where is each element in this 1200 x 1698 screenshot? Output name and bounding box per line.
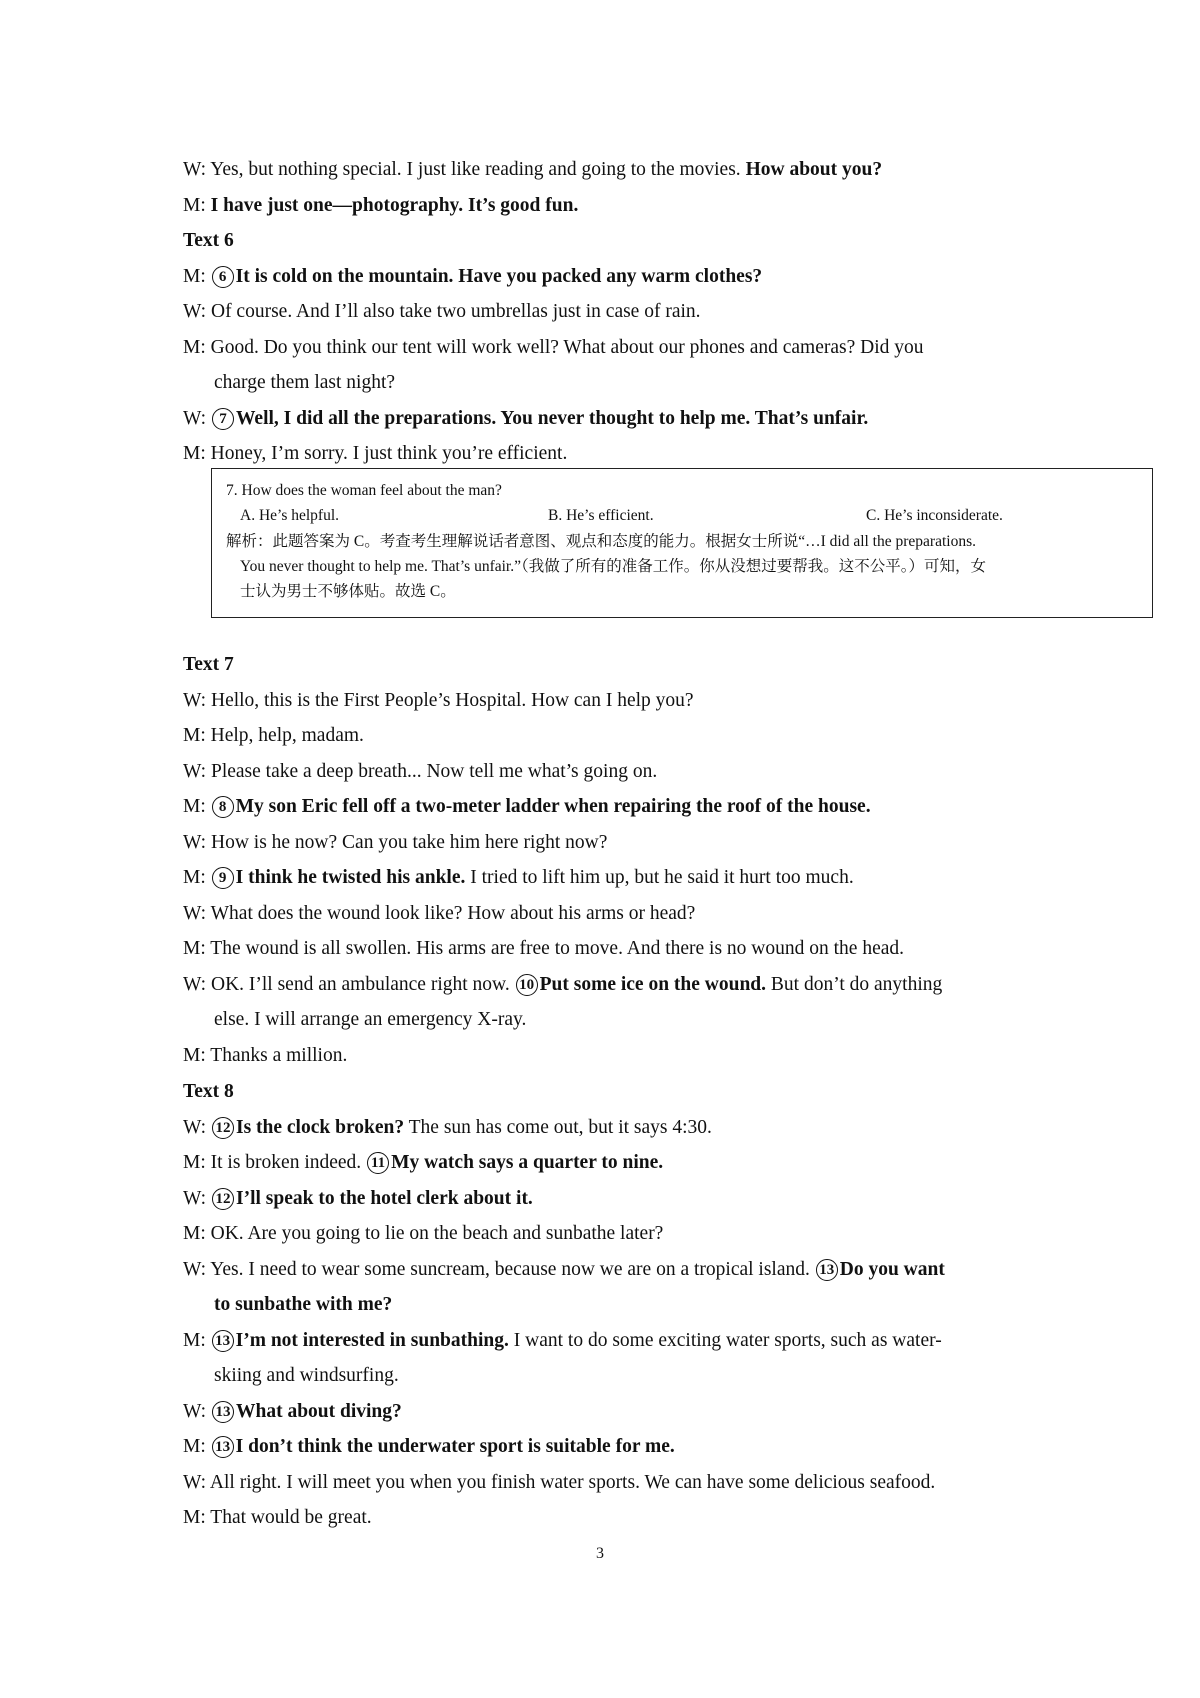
dialogue-line xyxy=(183,259,1043,295)
dialogue-line xyxy=(183,683,1043,719)
dialogue-line xyxy=(183,1038,1043,1074)
speaker-label: M: xyxy=(183,867,206,888)
text6-lines xyxy=(183,259,1043,472)
dialogue-line xyxy=(183,330,1043,366)
analysis-line-1: 解析：此题答案为 C。考查考生理解说话者意图、观点和态度的能力。根据女士所说“…I did all the preparations. xyxy=(226,533,976,550)
key-sentence: Do you want xyxy=(839,1258,945,1280)
dialogue-line xyxy=(183,1429,1043,1465)
dialogue-line xyxy=(183,1110,1043,1146)
key-sentence: My son Eric fell off a two-meter ladder when repairing the roof of the house. xyxy=(235,796,871,817)
key-sentence: Well, I did all the preparations. You never thought to help me. That’s unfair. xyxy=(235,407,869,429)
key-sentence: Is the clock broken? xyxy=(235,1116,405,1138)
speaker-label: M: xyxy=(183,1329,206,1351)
key-sentence: to sunbathe with me? xyxy=(214,1294,393,1315)
speaker-label: W: xyxy=(183,1471,207,1493)
speaker-label: W: xyxy=(183,407,207,429)
question-number-marker: 13 xyxy=(212,1401,234,1423)
dialogue-text: OK. Are you going to lie on the beach and sunbathe later? xyxy=(210,1223,664,1244)
dialogue-text: I want to do some exciting water sports, such as water- xyxy=(508,1329,942,1351)
dialogue-text: Hello, this is the First People’s Hospital. How can I help you? xyxy=(210,689,694,711)
dialogue-line xyxy=(183,1252,1043,1288)
dialogue-text: skiing and windsurfing. xyxy=(214,1365,399,1386)
dialogue-line xyxy=(183,718,1043,754)
speaker-label: M: xyxy=(183,1436,206,1457)
section-heading-text7: Text 7 xyxy=(183,654,234,675)
answer-options xyxy=(226,503,1138,529)
dialogue-line xyxy=(183,1216,1043,1252)
dialogue-block-text6 xyxy=(183,223,1043,472)
question-number-marker: 13 xyxy=(816,1259,838,1281)
question-number-marker: 12 xyxy=(212,1117,234,1139)
speaker-label: M: xyxy=(183,938,206,959)
speaker-label: M: xyxy=(183,336,206,358)
dialogue-text: What does the wound look like? How about his arms or head? xyxy=(210,902,696,924)
key-sentence: How about you? xyxy=(745,159,883,180)
speaker-label: W: xyxy=(183,973,207,995)
dialogue-line xyxy=(183,967,1043,1003)
question-number-marker: 6 xyxy=(212,266,234,288)
dialogue-text: The wound is all swollen. His arms are free to move. And there is no wound on the head. xyxy=(210,938,905,959)
dialogue-text: else. I will arrange an emergency X-ray. xyxy=(214,1009,527,1030)
dialogue-line xyxy=(183,294,1043,330)
speaker-label: W: xyxy=(183,159,207,180)
section-heading-text6: Text 6 xyxy=(183,230,234,251)
question-number-marker: 10 xyxy=(516,974,538,996)
question-number-marker: 13 xyxy=(212,1436,234,1458)
dialogue-text: charge them last night? xyxy=(214,372,396,393)
speaker-label: M: xyxy=(183,1044,206,1066)
speaker-label: W: xyxy=(183,831,207,853)
dialogue-block-text8 xyxy=(183,1074,1043,1536)
speaker-label: M: xyxy=(183,194,206,216)
key-sentence: What about diving? xyxy=(235,1400,402,1422)
key-sentence: I’ll speak to the hotel clerk about it. xyxy=(235,1187,533,1209)
question-text: 7. How does the woman feel about the man? xyxy=(226,482,502,499)
speaker-label: W: xyxy=(183,1400,207,1422)
question-number-marker: 8 xyxy=(212,796,234,818)
dialogue-line xyxy=(183,1394,1043,1430)
key-sentence: It is cold on the mountain. Have you packed any warm clothes? xyxy=(235,265,763,287)
speaker-label: W: xyxy=(183,1258,207,1280)
dialogue-line xyxy=(183,1358,1043,1394)
dialogue-line xyxy=(183,825,1043,861)
dialogue-text: That would be great. xyxy=(210,1507,372,1528)
dialogue-line xyxy=(183,896,1043,932)
dialogue-text: Please take a deep breath... Now tell me what’s going on. xyxy=(210,760,658,782)
speaker-label: M: xyxy=(183,265,206,287)
speaker-label: W: xyxy=(183,301,207,322)
dialogue-line xyxy=(183,436,1043,472)
dialogue-text: Good. Do you think our tent will work well? What about our phones and cameras? Did you xyxy=(210,336,924,358)
dialogue-line xyxy=(183,401,1043,437)
text8-lines xyxy=(183,1110,1043,1536)
dialogue-line xyxy=(183,1181,1043,1217)
dialogue-line xyxy=(183,1002,1043,1038)
dialogue-text: Yes, but nothing special. I just like reading and going to the movies. xyxy=(210,159,746,180)
speaker-label: M: xyxy=(183,725,206,746)
dialogue-text: Honey, I’m sorry. I just think you’re efficient. xyxy=(210,443,568,464)
dialogue-line xyxy=(183,1500,1043,1536)
speaker-label: M: xyxy=(183,1152,206,1173)
section-heading-text8: Text 8 xyxy=(183,1081,234,1102)
dialogue-line xyxy=(183,931,1043,967)
speaker-label: W: xyxy=(183,1116,207,1138)
dialogue-text: It is broken indeed. xyxy=(210,1152,367,1173)
speaker-label: W: xyxy=(183,1187,207,1209)
dialogue-line xyxy=(183,1287,1043,1323)
dialogue-line xyxy=(183,860,1043,896)
option-c: C. He’s inconsiderate. xyxy=(866,507,1003,524)
key-sentence: I think he twisted his ankle. xyxy=(235,867,466,888)
analysis-line-3: 士认为男士不够体贴。故选 C。 xyxy=(240,583,456,600)
dialogue-text: Of course. And I’ll also take two umbrellas just in case of rain. xyxy=(210,301,701,322)
key-sentence: I don’t think the underwater sport is suitable for me. xyxy=(235,1436,675,1457)
dialogue-line xyxy=(183,152,1043,188)
speaker-label: W: xyxy=(183,902,207,924)
speaker-label: M: xyxy=(183,1507,206,1528)
speaker-label: M: xyxy=(183,443,206,464)
text7-lines xyxy=(183,683,1043,1074)
dialogue-text: I tried to lift him up, but he said it hurt too much. xyxy=(465,867,854,888)
question-number-marker: 13 xyxy=(212,1330,234,1352)
dialogue-block-text7 xyxy=(183,647,1043,1073)
question-analysis-box xyxy=(211,468,1153,618)
dialogue-text: All right. I will meet you when you finish water sports. We can have some delicious seafood. xyxy=(209,1471,936,1493)
key-sentence: My watch says a quarter to nine. xyxy=(391,1152,664,1173)
page-number: 3 xyxy=(596,1545,604,1562)
question-number-marker: 9 xyxy=(212,867,234,889)
dialogue-text: Help, help, madam. xyxy=(210,725,364,746)
key-sentence: Put some ice on the wound. xyxy=(539,973,767,995)
dialogue-text: Yes. I need to wear some suncream, because now we are on a tropical island. xyxy=(210,1258,815,1280)
dialogue-text: How is he now? Can you take him here right now? xyxy=(210,831,608,853)
speaker-label: M: xyxy=(183,796,206,817)
dialogue-line xyxy=(183,754,1043,790)
dialogue-line xyxy=(183,789,1043,825)
dialogue-block-intro xyxy=(183,152,1043,223)
option-a: A. He’s helpful. xyxy=(240,507,340,524)
dialogue-line xyxy=(183,188,1043,224)
dialogue-line xyxy=(183,1323,1043,1359)
key-sentence: I have just one—photography. It’s good fun. xyxy=(210,194,579,216)
dialogue-line xyxy=(183,1145,1043,1181)
question-number-marker: 11 xyxy=(367,1152,389,1174)
dialogue-text: The sun has come out, but it says 4:30. xyxy=(404,1116,712,1138)
key-sentence: I’m not interested in sunbathing. xyxy=(235,1329,509,1351)
analysis-line-2: You never thought to help me. That’s unfair.”（我做了所有的准备工作。你从没想过要帮我。这不公平。）可知，女 xyxy=(240,558,986,575)
dialogue-text: OK. I’ll send an ambulance right now. xyxy=(210,973,515,995)
dialogue-text: Thanks a million. xyxy=(210,1044,348,1066)
speaker-label: W: xyxy=(183,689,207,711)
dialogue-line xyxy=(183,1465,1043,1501)
question-number-marker: 7 xyxy=(212,408,234,430)
speaker-label: W: xyxy=(183,760,207,782)
option-b: B. He’s efficient. xyxy=(548,507,654,524)
speaker-label: M: xyxy=(183,1223,206,1244)
question-number-marker: 12 xyxy=(212,1188,234,1210)
dialogue-line xyxy=(183,365,1043,401)
dialogue-text: But don’t do anything xyxy=(766,973,943,995)
